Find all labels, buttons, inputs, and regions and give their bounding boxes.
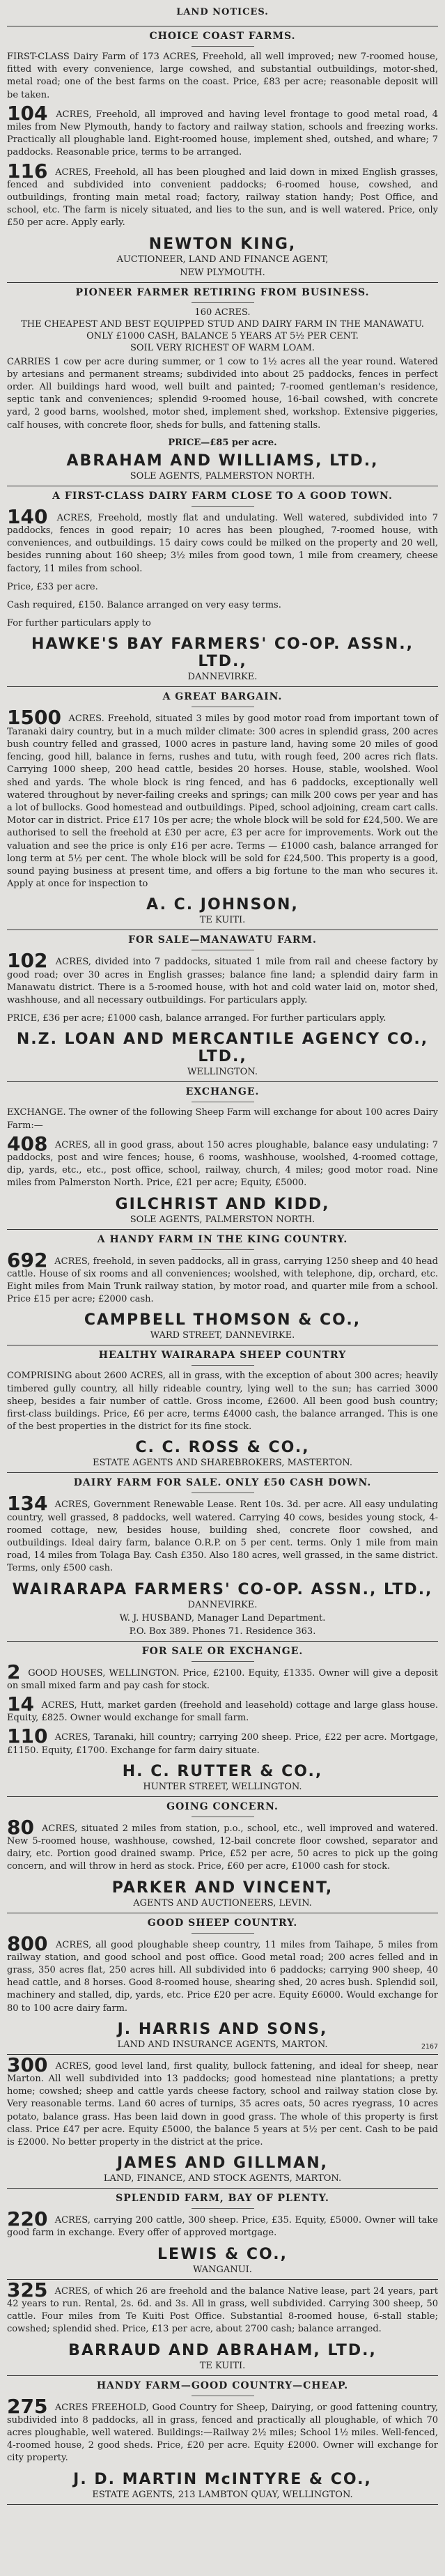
agent-address: ESTATE AGENTS, 213 LAMBTON QUAY, WELLINGTON. xyxy=(92,2489,353,2500)
acreage-figure: 408 xyxy=(7,1132,55,1155)
ad-separator xyxy=(7,2054,438,2055)
agent-address: W. J. HUSBAND, Manager Land Department. xyxy=(119,1612,326,1624)
ad-paragraph: 116 ACRES, Freehold, all has been ploughed and laid down in mixed English grasses, fenced and subdivided into convenient paddocks; 6-roomed house, cowshed, and outbuildings, fronting main metal road; factory, railway station handy; Post Office, and school, etc. The farm is nicely situated, and lies to the sun, and is well watered. Price, only £50 per acre. Apply early. xyxy=(7,159,438,229)
page-masthead: LAND NOTICES. xyxy=(176,7,269,17)
acreage-figure: 325 xyxy=(7,2278,55,2301)
acreage-figure: 1500 xyxy=(7,706,69,730)
advertisement-block xyxy=(7,1086,438,1229)
stamp-number: 2167 xyxy=(421,2042,438,2051)
agent-address: NEW PLYMOUTH. xyxy=(180,267,265,278)
ad-paragraph: 800 ACRES, all good ploughable sheep country, 11 miles from Taihape, 5 miles from railway station, and good school and post office. Good metal road; 200 acres felled and in grass, 350 acres flat, 250 acres hill. All subdivided into 6 paddocks; carrying 900 sheep, 40 head cattle, and 8 horses. Good 8-roomed house, shearing shed, 20 acres bush. Splendid soil, machinery and stalled, dip, yards, etc. Price £20 per acre. Equity £6000. Would exchange for 80 to 100 acre dairy farm. xyxy=(7,1931,438,2014)
ad-heading: HEALTHY WAIRARAPA SHEEP COUNTRY xyxy=(98,1350,347,1362)
acreage-figure: 300 xyxy=(7,2053,56,2076)
ad-paragraph: For further particulars apply to xyxy=(7,618,151,629)
agent-name: N.Z. LOAN AND MERCANTILE AGENCY CO., LTD., xyxy=(16,1031,429,1066)
advertisement-block xyxy=(7,491,438,688)
heading-rule xyxy=(192,46,254,47)
acreage-figure: 102 xyxy=(7,949,56,973)
ad-subheading: 160 ACRES. xyxy=(194,307,251,318)
agent-address: AUCTIONEER, LAND AND FINANCE AGENT, xyxy=(116,254,329,265)
agent-name: LEWIS & CO., xyxy=(157,2245,288,2263)
ad-paragraph: 1500 ACRES. Freehold, situated 3 miles by good motor road from important town of Taranaki dairy country, but in a much milder climate: 300 acres in splendid grass, 200 acres bush country felled and grassed, 1000 acres in pasture land, having some 20 miles of good fencing, good hill, balance in ferns, rushes and tutu, with rough feed, 200 acres rich flats. Carrying 1000 sheep, 200 head cattle, besides 20 horses. House, stable, woolshed. Wool shed and yards. The whole block is ring fenced, and has 6 paddocks, exceptionally well watered throughout by never-failing creeks and springs; can milk 200 cows per year and has a lot of bullocks. Good homestead and outbuildings. Piped, school adjoining, cream cart calls. Motor car in district. Price £17 10s per acre; the whole block will be sold for £24,500. We are authorised to sell the freehold at £30 per acre, £3 per acre for improvements. Work out the valuation and see the price is only £16 per acre. Terms — £1000 cash, balance arranged for long term at 5½ per cent. The whole block will be sold for £24,500. This property is a good, sound paying business at present time, and offers a big fortune to the man who secures it. Apply at once for inspection to xyxy=(7,706,439,890)
ad-paragraph: 300 ACRES, good level land, first quality, bullock fattening, and ideal for sheep, near Marton. All well subdivided into 13 paddocks; good homestead nine plantations; a pretty home; cowshed; sheep and cattle yards cheese factory, school and railway station close by. Very reasonable terms. Land 60 acres of turnips, 35 acres oats, 50 acres ryegrass, 10 acres potato, balance grass. Has been laid down in good grass. The whole of this property is first class. Price £47 per acre. Equity £5000, the balance 5 years at 5½ per cent. Cash to be paid is £2000. No better property in the district at the price. xyxy=(7,2053,439,2148)
ad-heading: FOR SALE OR EXCHANGE. xyxy=(141,1645,304,1657)
heading-rule xyxy=(192,1365,254,1366)
heading-rule xyxy=(192,1661,254,1662)
ad-separator xyxy=(7,2188,438,2189)
ad-paragraph: 692 ACRES, freehold, in seven paddocks, all in grass, carrying 1250 sheep and 40 head cattle. House of six rooms and all conveniences; woolshed, with telephone, dip, orchard, etc. Eight miles from Main Trunk railway station, by motor road, and quarter mile from a school. Price £15 per acre; £2000 cash. xyxy=(7,1248,438,1305)
ad-paragraph: 325 ACRES, of which 26 are freehold and the balance Native lease, part 24 years, part 42 years to run. Rental, 2s. 6d. and 3s. All in grass, well subdivided. Carrying 300 sheep, 50 cattle. Four miles from Te Kuiti Post Office. Substantial 8-roomed house, 6-stall stable; cowshed; splendid shed. Price, £13 per acre, about 2700 cash; balance arranged. xyxy=(7,2278,438,2335)
ad-paragraph: EXCHANGE. The owner of the following Sheep Farm will exchange for about 100 acres Dairy Farm:— xyxy=(7,1107,438,1131)
heading-rule xyxy=(192,2208,254,2209)
heading-rule xyxy=(192,302,254,303)
ad-paragraph: 102 ACRES, divided into 7 paddocks, situated 1 mile from rail and cheese factory by good road; over 30 acres in English grasses; balance fine land; a splendid dairy farm in Manawatu district. There is a 5-roomed house, with hot and cold water laid on, motor shed, washhouse, and all necessary outbuildings. For particulars apply. xyxy=(7,949,438,1005)
advertisement-block xyxy=(7,2278,438,2376)
acreage-figure: 110 xyxy=(7,1725,55,1748)
ad-heading: DAIRY FARM FOR SALE. ONLY £50 CASH DOWN. xyxy=(73,1477,372,1489)
advertisement-block xyxy=(7,287,438,486)
ad-heading: A HANDY FARM IN THE KING COUNTRY. xyxy=(97,1233,348,1245)
agent-name: WAIRARAPA FARMERS' CO-OP. ASSN., LTD., xyxy=(12,1580,433,1598)
ad-separator xyxy=(7,1229,438,1230)
acreage-figure: 140 xyxy=(7,504,57,528)
heading-rule xyxy=(192,1249,254,1250)
agent-name: J. D. MARTIN McINTYRE & CO., xyxy=(73,2470,372,2488)
agent-address: WANGANUI. xyxy=(193,2264,252,2275)
ad-paragraph: 80 ACRES, situated 2 miles from station, p.o., school, etc., well improved and watered. New 5-roomed house, washhouse, cowshed, 12-bail concrete floor cowshed, separator and dairy, etc. Portion good drained swamp. Price, £52 per acre, 50 acres to pick up the going concern, and will throw in herd as stock. Price, £60 per acre, £1000 cash for stock. xyxy=(7,1815,438,1872)
ad-paragraph: 134 ACRES, Government Renewable Lease. Rent 10s. 3d. per acre. All easy undulating country, well grassed, 8 paddocks, well watered. Carrying 40 cows, besides young stock, 4-roomed cottage, new, besides house, building shed, concrete floor cowshed, and outbuildings. Ideal dairy farm, balance O.R.P. on 5 per cent. terms. Only 1 mile from main road, 14 miles from Tolaga Bay. Cash £350. Also 180 acres, well grassed, in the same district. Terms, only £500 cash. xyxy=(7,1492,438,1574)
ad-paragraph: FIRST-CLASS Dairy Farm of 173 ACRES, Freehold, all well improved; new 7-roomed house, fitted with every convenience, large cowshed, and substantial outbuildings, motor-shed, metal road; one of the best farms on the coast. Price, £83 per acre; reasonable deposit will be taken. xyxy=(7,52,438,100)
acreage-figure: 800 xyxy=(7,1931,56,1955)
agent-name: NEWTON KING, xyxy=(148,235,297,253)
ad-paragraph: 275 ACRES FREEHOLD, Good Country for Sheep, Dairying, or good fattening country, subdivided into 8 paddocks, all in grass, fenced and practically all ploughable, of which 70 acres ploughable, well watered. Buildings:—Railway 2½ miles; School 1½ miles. Well-fenced, 4-roomed house, 2 good sheds. Price, £20 per acre. Equity £2000. Owner will exchange for city property. xyxy=(7,2394,438,2464)
ad-subheading: ONLY £1000 CASH, BALANCE 5 YEARS AT 5½ PER CENT. xyxy=(86,330,359,341)
acreage-figure: 2 xyxy=(7,1660,29,1683)
agent-name: CAMPBELL THOMSON & CO., xyxy=(84,1311,361,1329)
ad-price: PRICE—£85 per acre. xyxy=(168,437,277,448)
agent-address: WELLINGTON. xyxy=(187,1067,258,1078)
ad-separator xyxy=(7,2504,438,2505)
heading-rule xyxy=(192,1933,254,1934)
advertisement-block xyxy=(7,2380,438,2505)
agent-name: H. C. RUTTER & CO., xyxy=(122,1762,323,1780)
agent-address: SOLE AGENTS, PALMERSTON NORTH. xyxy=(130,470,315,481)
agent-name: A. C. JOHNSON, xyxy=(146,896,299,914)
agent-address: LAND, FINANCE, AND STOCK AGENTS, MARTON. xyxy=(103,2173,342,2184)
agent-name: JAMES AND GILLMAN, xyxy=(117,2154,328,2173)
ad-paragraph: CARRIES 1 cow per acre during summer, or 1 cow to 1½ acres all the year round. Watered by artesians and permanent streams; subdivided into about 25 paddocks, fences in perfect order. All buildings hard wood, well built and painted; 7-roomed gentleman's residence, septic tank and conveniences; splendid 9-roomed house, 16-bail cowshed, with concrete yard, 2 good barns, woolshed, motor shed, implement shed, workshop. Extensive piggeries, calf houses, with concrete floor, sheds for bulls, and fattening stalls. xyxy=(7,356,438,431)
agent-address: TE KUITI. xyxy=(199,915,246,926)
ad-paragraph: COMPRISING about 2600 ACRES, all in grass, with the exception of about 300 acres; heavily timbered gully country, all hilly rideable country, lying well to the sun; has carried 3000 sheep, besides a fair number of cattle. Gross income, £2600. All been good bush country; first-class buildings. Price, £6 per acre, terms £4000 cash, the balance arranged. This is one of the best properties in the district for its fine stock. xyxy=(7,1371,438,1433)
ad-heading: EXCHANGE. xyxy=(185,1086,260,1098)
agent-address: WARD STREET, DANNEVIRKE. xyxy=(150,1330,295,1341)
ad-separator xyxy=(7,1641,438,1642)
acreage-figure: 104 xyxy=(7,101,56,125)
agent-address: HUNTER STREET, WELLINGTON. xyxy=(143,1781,302,1792)
agent-name: C. C. ROSS & CO., xyxy=(135,1439,310,1457)
advertisement-list xyxy=(7,31,438,2505)
acreage-figure: 116 xyxy=(7,159,56,183)
advertisement-block xyxy=(7,691,438,930)
ad-heading: GOING CONCERN. xyxy=(166,1800,279,1812)
agent-address: ESTATE AGENTS AND SHAREBROKERS, MASTERTON. xyxy=(93,1458,352,1469)
advertisement-block xyxy=(7,1918,438,2055)
agent-address: LAND AND INSURANCE AGENTS, MARTON. xyxy=(117,2039,328,2050)
ad-subheading: THE CHEAPEST AND BEST EQUIPPED STUD AND DAIRY FARM IN THE MANAWATU. xyxy=(21,318,424,330)
ad-heading: HANDY FARM—GOOD COUNTRY—CHEAP. xyxy=(96,2380,349,2391)
ad-paragraph: PRICE, £36 per acre; £1000 cash, balance arranged. For further particulars apply. xyxy=(7,1013,387,1024)
ad-separator xyxy=(7,2375,438,2376)
advertisement-block xyxy=(7,2193,438,2279)
advertisement-block xyxy=(7,1801,438,1913)
acreage-figure: 275 xyxy=(7,2394,55,2418)
agent-address: DANNEVIRKE. xyxy=(187,672,258,683)
ad-subheading: SOIL VERY RICHEST OF WARM LOAM. xyxy=(130,342,315,353)
agent-name: BARRAUD AND ABRAHAM, LTD., xyxy=(68,2341,377,2359)
acreage-figure: 220 xyxy=(7,2207,55,2231)
ad-paragraph: 408 ACRES, all in good grass, about 150 acres ploughable, balance easy undulating: 7 paddocks, post and wire fences; house, 6 rooms, washhouse, woolshed, 4-roomed cottage, dip, yards, etc., etc., post office, school, railway, church, 4 miles; good motor road. Nine miles from Palmerston North. Price, £21 per acre; Equity, £5000. xyxy=(7,1132,438,1189)
agent-name: PARKER AND VINCENT, xyxy=(111,1879,334,1897)
advertisement-block xyxy=(7,31,438,283)
ad-separator xyxy=(7,1081,438,1082)
acreage-figure: 692 xyxy=(7,1248,55,1272)
heading-rule xyxy=(192,506,254,507)
ad-heading: A FIRST-CLASS DAIRY FARM CLOSE TO A GOOD TOWN. xyxy=(52,490,393,502)
ad-paragraph: Price, £33 per acre. xyxy=(7,581,98,592)
advertisement-block xyxy=(7,1646,438,1797)
ad-paragraph: Cash required, £150. Balance arranged on very easy terms. xyxy=(7,600,281,611)
ad-paragraph: 104 ACRES, Freehold, all improved and having level frontage to good metal road, 4 miles from New Plymouth, handy to factory and railway station, schools and freezing works. Practically all ploughable land. Eight-roomed house, implement shed, outshed, and whare; 7 paddocks. Reasonable price, terms to be arranged. xyxy=(7,101,438,158)
ad-separator xyxy=(7,1472,438,1473)
agent-name: GILCHRIST AND KIDD, xyxy=(115,1195,330,1213)
advertisement-block xyxy=(7,1477,438,1641)
ad-separator xyxy=(7,686,438,687)
agent-address: P.O. Box 389. Phones 71. Residence 363. xyxy=(129,1626,316,1637)
advertisement-block xyxy=(7,1234,438,1346)
ad-heading: PIONEER FARMER RETIRING FROM BUSINESS. xyxy=(75,286,370,298)
agent-name: J. HARRIS AND SONS, xyxy=(117,2020,328,2038)
acreage-figure: 80 xyxy=(7,1815,42,1839)
ad-paragraph: 2 GOOD HOUSES, WELLINGTON. Price, £2100. Equity, £1335. Owner will give a deposit on small mixed farm and pay cash for stock. xyxy=(7,1660,438,1691)
ad-paragraph: 110 ACRES, Taranaki, hill country; carrying 200 sheep. Price, £22 per acre. Mortgage, £1150. Equity, £1700. Exchange for farm dairy situate. xyxy=(7,1725,438,1756)
ad-separator xyxy=(7,2279,438,2280)
agent-name: HAWKE'S BAY FARMERS' CO-OP. ASSN., LTD., xyxy=(31,635,414,671)
agent-address: TE KUITI. xyxy=(199,2360,246,2371)
ad-paragraph: 140 ACRES, Freehold, mostly flat and undulating. Well watered, subdivided into 7 paddocks, fences in good repair; 10 acres has been ploughed, 7-roomed house, with conveniences, and outbuildings. 15 dairy cows could be milked on the property and 20 well, besides running about 160 sheep; 3½ miles from good town, 1 mile from creamery, cheese factory, 11 miles from school. xyxy=(7,504,438,574)
acreage-figure: 134 xyxy=(7,1492,55,1515)
ad-heading: CHOICE COAST FARMS. xyxy=(149,31,296,42)
agent-address: AGENTS AND AUCTIONEERS, LEVIN. xyxy=(133,1897,312,1908)
ad-heading: A GREAT BARGAIN. xyxy=(162,691,283,703)
ad-heading: FOR SALE—MANAWATU FARM. xyxy=(128,934,317,946)
agent-address: DANNEVIRKE. xyxy=(187,1599,258,1610)
advertisement-block xyxy=(7,1350,438,1473)
agent-address: SOLE AGENTS, PALMERSTON NORTH. xyxy=(130,1214,315,1225)
ad-separator xyxy=(7,282,438,283)
ad-heading: SPLENDID FARM, BAY OF PLENTY. xyxy=(116,2193,329,2205)
advertisement-block xyxy=(7,2053,439,2189)
ad-paragraph: 220 ACRES, carrying 200 cattle, 300 sheep. Price, £35. Equity, £5000. Owner will take good farm in exchange. Every offer of approved mortgage. xyxy=(7,2207,439,2239)
advertisement-block xyxy=(7,934,438,1082)
agent-name: ABRAHAM AND WILLIAMS, LTD., xyxy=(66,452,379,470)
ad-heading: GOOD SHEEP COUNTRY. xyxy=(147,1917,298,1929)
ad-separator xyxy=(7,1796,438,1797)
acreage-figure: 14 xyxy=(7,1692,42,1716)
ad-paragraph: 14 ACRES, Hutt, market garden (freehold and leasehold) cottage and large glass house. Equity, £825. Owner would exchange for small farm. xyxy=(7,1692,438,1724)
